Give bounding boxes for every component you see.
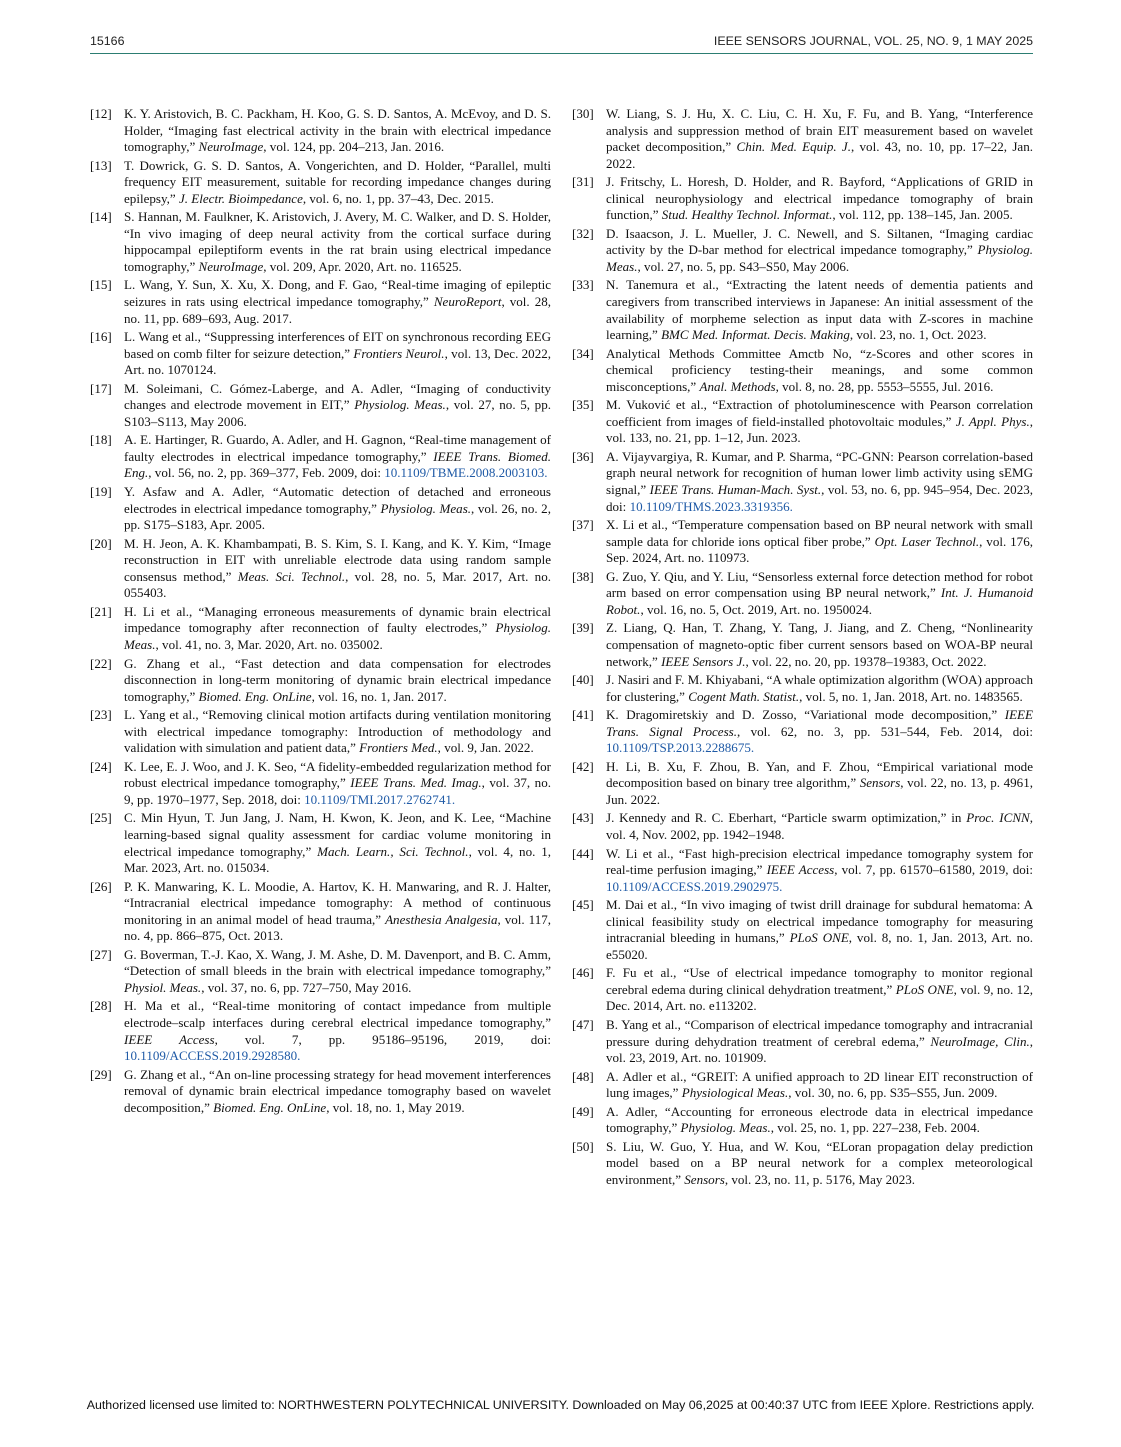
reference-venue: Physiol. Meas.: [124, 979, 202, 995]
reference-authors-title: K. Y. Aristovich, B. C. Packham, H. Koo, G. S. D. Santos, A. McEvoy, and D. S. Holder, “Imaging fast electrical activity in the brain with electrical impedance tomography,”: [124, 106, 551, 155]
reference-number: [15]: [90, 277, 112, 293]
reference-venue: Meas. Sci. Technol.: [237, 568, 346, 584]
reference-venue: Anal. Methods: [699, 378, 776, 394]
reference-details: , vol. 8, no. 1, Jan. 2013, Art. no. e55020.: [606, 930, 1033, 962]
reference-authors-title: H. Li et al., “Managing erroneous measurements of dynamic brain electrical impedance tomography after reconnection of faulty electrodes,”: [124, 603, 551, 636]
reference-entry: [572, 897, 1033, 963]
reference-number: [26]: [90, 878, 112, 894]
reference-entry: [90, 759, 551, 809]
reference-details: , vol. 6, no. 1, pp. 37–43, Dec. 2015.: [302, 190, 494, 206]
reference-authors-title: A. Adler, “Accounting for erroneous electrode data in electrical impedance tomography,”: [606, 1103, 1033, 1136]
reference-column-right: [572, 106, 1033, 1190]
reference-details: , vol. 37, no. 9, pp. 1970–1977, Sep. 2018, doi:: [124, 775, 551, 807]
reference-authors-title: G. Zhang et al., “Fast detection and data compensation for electrodes disconnection in long-term monitoring of dynamic brain electrical impedance tomography,”: [124, 655, 551, 704]
reference-venue: Physiological Meas.: [681, 1085, 789, 1101]
reference-number: [27]: [90, 946, 112, 962]
reference-number: [30]: [572, 106, 594, 121]
reference-details: , vol. 4, no. 1, Mar. 2023, Art. no. 015034.: [124, 843, 551, 876]
reference-details: , vol. 124, pp. 204–213, Jan. 2016.: [263, 139, 445, 155]
reference-details: , vol. 117, no. 4, pp. 866–875, Oct. 2013.: [124, 911, 552, 944]
reference-entry: [572, 965, 1033, 1015]
reference-entry: [572, 620, 1033, 670]
reference-authors-title: L. Wang, Y. Sun, X. Xu, X. Dong, and F. Gao, “Real-time imaging of epileptic seizures in rats using electrical impedance tomography,”: [124, 277, 551, 310]
reference-venue: IEEE Trans. Med. Imag.: [350, 775, 482, 791]
reference-doi-link[interactable]: 10.1109/TBME.2008.2003103.: [384, 465, 548, 481]
reference-details: , vol. 16, no. 5, Oct. 2019, Art. no. 1950024.: [640, 601, 873, 617]
reference-entry: [572, 517, 1033, 567]
reference-authors-title: H. Ma et al., “Real-time monitoring of contact impedance from multiple electrode–scalp interfaces during cerebral electrical impedance tomography,”: [124, 998, 551, 1030]
reference-number: [17]: [90, 380, 112, 396]
reference-number: [40]: [572, 672, 594, 688]
reference-details: , vol. 176, Sep. 2024, Art. no. 110973.: [606, 533, 1033, 566]
reference-entry: [572, 226, 1033, 276]
reference-details: , vol. 27, no. 5, pp. S43–S50, May 2006.: [637, 258, 850, 274]
reference-number: [49]: [572, 1103, 594, 1119]
reference-details: , vol. 7, pp. 95186–95196, 2019, doi:: [214, 1031, 551, 1047]
reference-entry: [572, 174, 1033, 224]
reference-number: [39]: [572, 620, 594, 636]
reference-venue: IEEE Trans. Signal Process.: [606, 707, 1033, 739]
reference-number: [14]: [90, 209, 112, 225]
reference-authors-title: S. Liu, W. Guo, Y. Hua, and W. Kou, “ELoran propagation delay prediction model based on a BP neural network for a complex meteorological environment,”: [606, 1138, 1033, 1187]
reference-details: , vol. 37, no. 6, pp. 727–750, May 2016.: [201, 979, 412, 995]
reference-number: [37]: [572, 517, 594, 533]
reference-details: , vol. 9, Jan. 2022.: [437, 740, 534, 756]
reference-number: [13]: [90, 157, 112, 173]
reference-details: , vol. 112, pp. 138–145, Jan. 2005.: [832, 207, 1013, 223]
reference-number: [32]: [572, 225, 594, 241]
reference-number: [24]: [90, 758, 112, 774]
reference-authors-title: M. Soleimani, C. Gómez-Laberge, and A. Adler, “Imaging of conductivity changes and electrode movement in EIT,”: [124, 380, 551, 413]
reference-entry: [90, 707, 551, 757]
reference-venue: Biomed. Eng. OnLine: [213, 1099, 327, 1115]
reference-number: [41]: [572, 707, 594, 723]
reference-entry: [90, 277, 551, 327]
reference-authors-title: D. Isaacson, J. L. Mueller, J. C. Newell, and S. Siltanen, “Imaging cardiac activity by the D-bar method for electrical impedance tomography,”: [606, 225, 1033, 258]
journal-title: IEEE SENSORS JOURNAL, VOL. 25, NO. 9, 1 MAY 2025: [713, 34, 1033, 48]
reference-entry: [90, 209, 551, 275]
reference-details: , vol. 30, no. 6, pp. S35–S55, Jun. 2009.: [788, 1085, 998, 1101]
reference-number: [48]: [572, 1068, 594, 1084]
reference-details: , vol. 27, no. 5, pp. S103–S113, May 2006.: [124, 397, 551, 429]
reference-doi-link[interactable]: 10.1109/THMS.2023.3319356.: [629, 498, 793, 514]
reference-number: [25]: [90, 810, 112, 826]
reference-venue: J. Appl. Phys.: [955, 413, 1030, 429]
reference-number: [28]: [90, 998, 112, 1014]
reference-venue: Proc. ICNN: [966, 810, 1030, 826]
reference-details: , vol. 8, no. 28, pp. 5553–5555, Jul. 2016.: [775, 378, 994, 394]
reference-venue: Physiolog. Meas.: [380, 500, 472, 516]
reference-number: [33]: [572, 277, 594, 293]
reference-entry: [572, 672, 1033, 705]
reference-entry: [572, 1017, 1033, 1067]
reference-number: [38]: [572, 568, 594, 584]
reference-entry: [90, 329, 551, 379]
reference-details: , vol. 25, no. 1, pp. 227–238, Feb. 2004.: [770, 1120, 980, 1136]
reference-authors-title: K. Dragomiretskiy and D. Zosso, “Variational mode decomposition,”: [606, 707, 1005, 723]
reference-number: [12]: [90, 106, 112, 121]
reference-venue: IEEE Access: [766, 862, 835, 878]
reference-venue: IEEE Trans. Human-Mach. Syst.: [649, 482, 822, 498]
reference-entry: [90, 158, 551, 208]
reference-doi-link[interactable]: 10.1109/TSP.2013.2288675.: [606, 740, 755, 756]
reference-venue: Mach. Learn., Sci. Technol.: [317, 843, 469, 859]
reference-authors-title: T. Dowrick, G. S. D. Santos, A. Vongerichten, and D. Holder, “Parallel, multi frequency EIT measurement, suitable for recording impedance changes during epilepsy,”: [124, 157, 551, 206]
reference-venue: J. Electr. Bioimpedance: [178, 190, 303, 206]
reference-venue: PLoS ONE: [789, 930, 849, 946]
reference-entry: [90, 1067, 551, 1117]
reference-details: , vol. 53, no. 6, pp. 945–954, Dec. 2023, doi:: [606, 482, 1033, 514]
reference-number: [29]: [90, 1066, 112, 1082]
reference-details: , vol. 62, no. 3, pp. 531–544, Feb. 2014, doi:: [737, 723, 1034, 739]
reference-authors-title: B. Yang et al., “Comparison of electrical impedance tomography and intracranial pressure during dehydration treatment of cerebral edema,”: [606, 1016, 1033, 1049]
reference-authors-title: G. Zuo, Y. Qiu, and Y. Liu, “Sensorless external force detection method for robot arm based on error compensation using BP neural network,”: [606, 568, 1033, 601]
reference-entry: [572, 277, 1033, 343]
reference-authors-title: A. Vijayvargiya, R. Kumar, and P. Sharma, “PC-GNN: Pearson correlation-based graph neural network for recognition of human lower limb activity using sEMG signal,”: [606, 448, 1033, 498]
reference-details: , vol. 18, no. 1, May 2019.: [326, 1099, 465, 1115]
reference-details: , vol. 23, 2019, Art. no. 101909.: [606, 1033, 1034, 1066]
reference-authors-title: P. K. Manwaring, K. L. Moodie, A. Hartov, K. H. Manwaring, and R. J. Halter, “Intracranial electrical impedance tomography: A method of continuous monitoring in an animal model of head trauma,”: [124, 878, 551, 927]
reference-authors-title: H. Li, B. Xu, F. Zhou, B. Yan, and F. Zhou, “Empirical variational mode decomposition based on binary tree algorithm,”: [606, 758, 1033, 791]
reference-details: , vol. 16, no. 1, Jan. 2017.: [311, 688, 447, 704]
reference-details: , vol. 13, Dec. 2022, Art. no. 1070124.: [124, 345, 552, 378]
reference-authors-title: X. Li et al., “Temperature compensation based on BP neural network with small sample data for chloride ions optical fiber probe,”: [606, 517, 1033, 549]
reference-entry: [572, 846, 1033, 896]
reference-authors-title: F. Fu et al., “Use of electrical impedance tomography to monitor regional cerebral edema during clinical dehydration treatment,”: [606, 965, 1033, 997]
reference-doi-link[interactable]: 10.1109/ACCESS.2019.2902975.: [606, 878, 783, 894]
reference-entry: [572, 106, 1033, 172]
reference-details: , vol. 22, no. 20, pp. 19378–19383, Oct. 2022.: [745, 653, 987, 669]
reference-entry: [572, 397, 1033, 447]
reference-number: [20]: [90, 535, 112, 551]
reference-number: [22]: [90, 655, 112, 671]
reference-details: , vol. 5, no. 1, Jan. 2018, Art. no. 1483565.: [799, 688, 1023, 704]
running-header: [90, 34, 1033, 54]
reference-authors-title: Z. Liang, Q. Han, T. Zhang, Y. Tang, J. Jiang, and Z. Cheng, “Nonlinearity compensation of magneto-optic fiber current sensors based on WOA-BP neural network,”: [606, 620, 1033, 669]
reference-details: , vol. 28, no. 11, pp. 689–693, Aug. 2017.: [124, 294, 552, 326]
reference-venue: Opt. Laser Technol.: [874, 533, 980, 549]
reference-authors-title: J. Kennedy and R. C. Eberhart, “Particle swarm optimization,” in: [606, 810, 967, 826]
reference-entry: [90, 536, 551, 602]
reference-entry: [90, 998, 551, 1064]
reference-authors-title: N. Tanemura et al., “Extracting the latent needs of dementia patients and caregivers from transcribed interviews in Japanese: An initial assessment of the availability of morpheme selection as input data with Z-scores in machine learning,”: [606, 277, 1033, 343]
reference-details: , vol. 133, no. 21, pp. 1–12, Jun. 2023.: [606, 413, 1033, 446]
reference-details: , vol. 9, no. 12, Dec. 2014, Art. no. e113202.: [606, 981, 1033, 1014]
reference-authors-title: G. Boverman, T.-J. Kao, X. Wang, J. M. Ashe, D. M. Davenport, and B. C. Amm, “Detection of small bleeds in the brain with electrical impedance tomography,”: [124, 946, 551, 979]
reference-entry: [572, 346, 1033, 396]
reference-details: , vol. 7, pp. 61570–61580, 2019, doi:: [834, 862, 1033, 878]
reference-details: , vol. 23, no. 11, p. 5176, May 2023.: [724, 1171, 916, 1187]
reference-entry: [90, 484, 551, 534]
reference-entry: [90, 432, 551, 482]
reference-entry: [90, 604, 551, 654]
reference-entry: [90, 947, 551, 997]
reference-authors-title: M. Vuković et al., “Extraction of photoluminescence with Pearson correlation coefficient from images of field-installed photovoltaic modules,”: [606, 397, 1033, 429]
reference-number: [34]: [572, 345, 594, 361]
reference-authors-title: A. E. Hartinger, R. Guardo, A. Adler, and H. Gagnon, “Real-time management of faulty electrodes in electrical impedance tomography,”: [124, 432, 551, 464]
reference-venue: NeuroImage: [198, 258, 264, 274]
reference-entry: [572, 449, 1033, 515]
license-footer: Authorized licensed use limited to: NORTHWESTERN POLYTECHNICAL UNIVERSITY. Downloaded on May 06,2025 at 00:40:37 UTC from IEEE Xplore. Restrictions apply.: [86, 1398, 1035, 1412]
reference-details: , vol. 23, no. 1, Oct. 2023.: [849, 327, 987, 343]
reference-venue: Chin. Med. Equip. J.: [736, 139, 851, 155]
reference-venue: Sensors: [684, 1171, 725, 1187]
reference-venue: IEEE Access: [124, 1031, 215, 1047]
reference-number: [42]: [572, 758, 594, 774]
reference-venue: Frontiers Neurol.: [353, 345, 445, 361]
reference-entry: [572, 1069, 1033, 1102]
reference-authors-title: L. Wang et al., “Suppressing interferences of EIT on synchronous recording EEG based on comb filter for seizure detection,”: [124, 329, 551, 361]
reference-venue: Cogent Math. Statist.: [688, 688, 800, 704]
reference-authors-title: S. Hannan, M. Faulkner, K. Aristovich, J. Avery, M. C. Walker, and D. S. Holder, “In vivo imaging of deep neural activity from the cortical surface during hippocampal epileptiform events in the rat brain using electrical impedance tomography,”: [124, 209, 551, 274]
reference-entry: [90, 810, 551, 876]
reference-venue: PLoS ONE: [895, 981, 954, 997]
reference-venue: BMC Med. Informat. Decis. Making: [661, 327, 850, 343]
reference-number: [18]: [90, 432, 112, 448]
reference-venue: Physiolog. Meas.: [354, 397, 446, 413]
reference-venue: Physiolog. Meas.: [124, 620, 551, 652]
reference-authors-title: K. Lee, E. J. Woo, and J. K. Seo, “A fidelity-embedded regularization method for robust electrical impedance tomography,”: [124, 758, 551, 791]
reference-venue: Stud. Healthy Technol. Informat.: [661, 207, 833, 223]
reference-entry: [572, 1139, 1033, 1189]
reference-authors-title: Y. Asfaw and A. Adler, “Automatic detection of detached and erroneous electrodes in electrical impedance tomography,”: [124, 484, 551, 516]
reference-venue: Sensors: [859, 775, 901, 791]
reference-venue: NeuroImage, Clin.: [930, 1033, 1030, 1049]
reference-authors-title: W. Liang, S. J. Hu, X. C. Liu, C. H. Xu, F. Fu, and B. Yang, “Interference analysis and suppression method of brain EIT measurement based on wavelet packet decomposition,”: [606, 106, 1033, 155]
reference-authors-title: G. Zhang et al., “An on-line processing strategy for head movement interferences removal of dynamic brain electrical impedance tomography based on wavelet decomposition,”: [124, 1066, 551, 1115]
reference-number: [36]: [572, 448, 594, 464]
reference-details: , vol. 26, no. 2, pp. S175–S183, Apr. 2005.: [124, 500, 551, 533]
reference-doi-link[interactable]: 10.1109/ACCESS.2019.2928580.: [124, 1048, 301, 1064]
reference-column-left: [90, 106, 551, 1118]
reference-number: [46]: [572, 965, 594, 981]
reference-details: , vol. 28, no. 5, Mar. 2017, Art. no. 055403.: [124, 568, 551, 601]
reference-details: , vol. 209, Apr. 2020, Art. no. 116525.: [263, 258, 462, 274]
reference-venue: Anesthesia Analgesia: [385, 911, 498, 927]
reference-doi-link[interactable]: 10.1109/TMI.2017.2762741.: [304, 791, 456, 807]
reference-number: [44]: [572, 845, 594, 861]
page-number: 15166: [90, 34, 125, 48]
reference-venue: IEEE Sensors J.: [661, 653, 746, 669]
reference-number: [19]: [90, 484, 112, 500]
reference-entry: [90, 656, 551, 706]
reference-authors-title: M. Dai et al., “In vivo imaging of twist drill drainage for subdural hematoma: A clinical feasibility study on electrical impedance tomography for measuring intracranial bleeding in humans,”: [606, 897, 1033, 946]
reference-number: [45]: [572, 897, 594, 913]
reference-authors-title: C. Min Hyun, T. Jun Jang, J. Nam, H. Kwon, K. Jeon, and K. Lee, “Machine learning-based signal quality assessment for cardiac volume monitoring in electrical impedance tomography,”: [124, 810, 551, 859]
reference-details: , vol. 41, no. 3, Mar. 2020, Art. no. 035002.: [155, 636, 383, 652]
reference-number: [35]: [572, 397, 594, 413]
reference-number: [47]: [572, 1016, 594, 1032]
reference-entry: [572, 569, 1033, 619]
reference-number: [50]: [572, 1138, 594, 1154]
reference-authors-title: Analytical Methods Committee Amctb No, “z-Scores and other scores in chemical proficiency testing-their meanings, and some common misconceptions,”: [606, 345, 1033, 394]
reference-details: , vol. 56, no. 2, pp. 369–377, Feb. 2009, doi:: [148, 465, 385, 481]
reference-venue: Int. J. Humanoid Robot.: [606, 585, 1033, 617]
reference-venue: Frontiers Med.: [359, 740, 438, 756]
reference-authors-title: J. Fritschy, L. Horesh, D. Holder, and R. Bayford, “Applications of GRID in clinical neurophysiology and electrical impedance tomography of brain function,”: [606, 174, 1033, 223]
reference-number: [16]: [90, 329, 112, 345]
reference-number: [31]: [572, 174, 594, 190]
reference-number: [21]: [90, 603, 112, 619]
reference-authors-title: J. Nasiri and F. M. Khiyabani, “A whale optimization algorithm (WOA) approach for clustering,”: [606, 672, 1033, 704]
reference-entry: [572, 810, 1033, 843]
reference-authors-title: L. Yang et al., “Removing clinical motion artifacts during ventilation monitoring with electrical impedance tomography: Introduction of methodology and validation with simulation and patient data,”: [124, 707, 551, 756]
reference-venue: IEEE Trans. Biomed. Eng.: [124, 448, 551, 481]
reference-number: [43]: [572, 810, 594, 826]
reference-authors-title: M. H. Jeon, A. K. Khambampati, B. S. Kim, S. I. Kang, and K. Y. Kim, “Image reconstruction in EIT with unreliable electrode data using random sample consensus method,”: [124, 535, 551, 584]
reference-entry: [572, 1104, 1033, 1137]
reference-details: , vol. 43, no. 10, pp. 17–22, Jan. 2022.: [606, 139, 1033, 171]
reference-entry: [572, 759, 1033, 809]
reference-authors-title: W. Li et al., “Fast high-precision electrical impedance tomography system for real-time perfusion imaging,”: [606, 845, 1033, 878]
reference-authors-title: A. Adler et al., “GREIT: A unified approach to 2D linear EIT reconstruction of lung images,”: [606, 1068, 1033, 1101]
reference-entry: [572, 707, 1033, 757]
reference-number: [23]: [90, 707, 112, 723]
reference-venue: NeuroImage: [198, 139, 264, 155]
reference-details: , vol. 4, Nov. 2002, pp. 1942–1948.: [606, 810, 1033, 842]
reference-details: , vol. 22, no. 13, p. 4961, Jun. 2022.: [606, 775, 1033, 807]
reference-venue: NeuroReport: [433, 294, 502, 310]
reference-venue: Physiolog. Meas.: [680, 1120, 771, 1136]
reference-entry: [90, 879, 551, 945]
reference-venue: Biomed. Eng. OnLine: [198, 688, 312, 704]
reference-venue: Physiolog. Meas.: [606, 242, 1033, 274]
reference-entry: [90, 106, 551, 156]
reference-entry: [90, 381, 551, 431]
header-rule: [90, 53, 1033, 54]
